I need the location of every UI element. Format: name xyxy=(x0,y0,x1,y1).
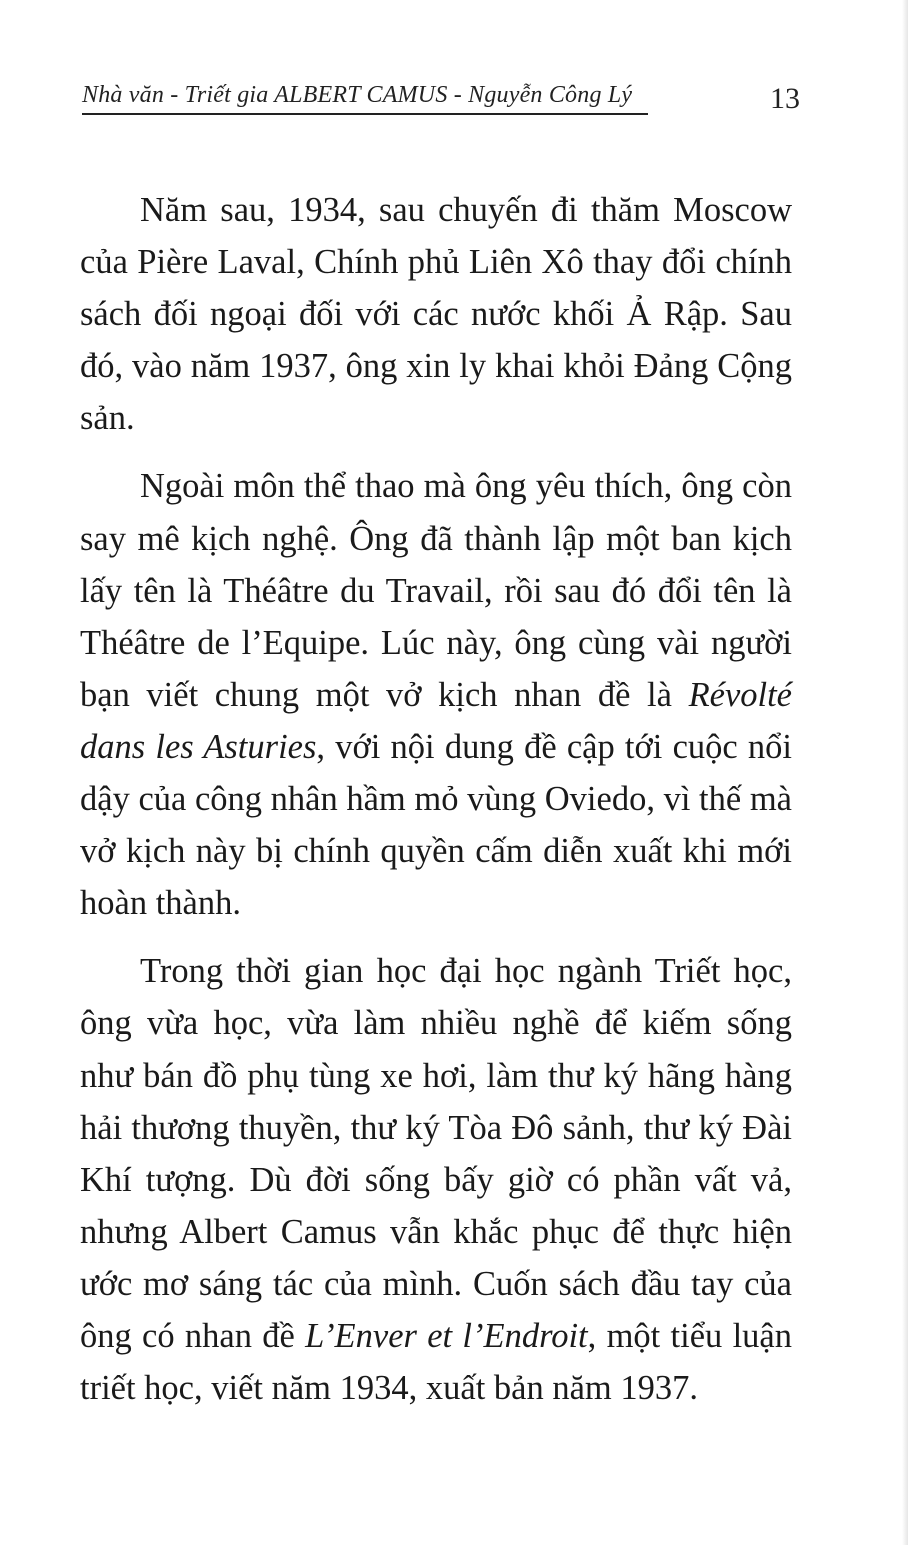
running-header-title: Nhà văn - Triết gia ALBERT CAMUS - Nguyễn Công Lý xyxy=(82,82,648,115)
body-text xyxy=(80,184,792,1414)
paragraph-2-text-end: , với nội dung đề cập tới cuộc nổi dậy của công nhân hầm mỏ vùng Oviedo, vì thế mà vở kịch này bị chính quyền cấm diễn xuất khi mới hoàn thành. xyxy=(80,727,792,923)
page-edge-shadow xyxy=(902,0,908,1545)
play-title-italic: Révolté dans les Asturies xyxy=(80,675,792,766)
paragraph-3-text-end: , một tiểu luận triết học, viết năm 1934, xuất bản năm 1937. xyxy=(80,1316,792,1408)
paragraph-1-text: Năm sau, 1934, sau chuyến đi thăm Moscow của Pière Laval, Chính phủ Liên Xô thay đổi chính sách đối ngoại đối với các nước khối Ả Rập. Sau đó, vào năm 1937, ông xin ly khai khỏi Đảng Cộng sản. xyxy=(80,191,792,438)
paragraph-1 xyxy=(80,184,792,444)
paragraph-3-text-start: Trong thời gian học đại học ngành Triết học, ông vừa học, vừa làm nhiều nghề để kiếm sống như bán đồ phụ tùng xe hơi, làm thư ký hãng hàng hải thương thuyền, thư ký Tòa Đô sảnh, thư ký Đài Khí tượng. Dù đời sống bấy giờ có phần vất vả, nhưng Albert Camus vẫn khắc phục để thực hiện ước mơ sáng tác của mình. Cuốn sách đầu tay của ông có nhan đề xyxy=(80,952,792,1355)
paragraph-2-text-start: Ngoài môn thể thao mà ông yêu thích, ông còn say mê kịch nghệ. Ông đã thành lập một ban kịch lấy tên là Théâtre du Travail, rồi sau đó đổi tên là Théâtre de l’Equipe. Lúc này, ông cùng vài người bạn viết chung một vở kịch nhan đề là xyxy=(80,467,792,714)
book-title-italic: L’Enver et l’Endroit xyxy=(305,1316,588,1355)
page-number: 13 xyxy=(770,82,800,115)
paragraph-3 xyxy=(80,945,792,1414)
paragraph-2 xyxy=(80,460,792,929)
